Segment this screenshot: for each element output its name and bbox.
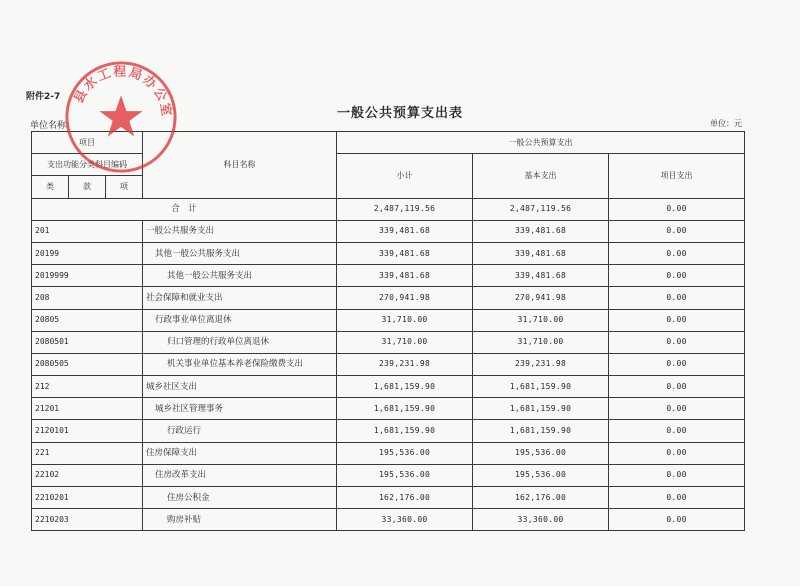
row-code: 22102 bbox=[32, 464, 143, 486]
row-subtotal: 1,681,159.90 bbox=[337, 420, 473, 442]
header-project: 项目 bbox=[32, 132, 143, 154]
row-basic: 31,710.00 bbox=[473, 331, 609, 353]
row-project: 0.00 bbox=[609, 242, 745, 264]
table-row bbox=[32, 464, 745, 486]
row-code: 21201 bbox=[32, 398, 143, 420]
table-row bbox=[32, 309, 745, 331]
table-row bbox=[32, 376, 745, 398]
table-row bbox=[32, 509, 745, 531]
table-header bbox=[32, 132, 745, 199]
total-project: 0.00 bbox=[609, 198, 745, 220]
header-subject-name: 科目名称 bbox=[143, 132, 337, 199]
row-subject-name: 行政运行 bbox=[143, 420, 337, 442]
row-basic: 239,231.98 bbox=[473, 353, 609, 375]
row-basic: 339,481.68 bbox=[473, 265, 609, 287]
unit-name-label: 单位名称： bbox=[30, 121, 76, 131]
row-code: 212 bbox=[32, 376, 143, 398]
row-subject-name: 机关事业单位基本养老保险缴费支出 bbox=[143, 353, 337, 375]
row-subject-name: 一般公共服务支出 bbox=[143, 220, 337, 242]
row-subtotal: 162,176.00 bbox=[337, 487, 473, 509]
total-label: 合 计 bbox=[32, 198, 337, 220]
total-basic: 2,487,119.56 bbox=[473, 198, 609, 220]
row-subtotal: 339,481.68 bbox=[337, 220, 473, 242]
budget-table bbox=[31, 131, 745, 531]
row-code: 208 bbox=[32, 287, 143, 309]
row-basic: 339,481.68 bbox=[473, 220, 609, 242]
row-subtotal: 339,481.68 bbox=[337, 265, 473, 287]
header-func-code: 支出功能分类科目编码 bbox=[32, 154, 143, 176]
row-project: 0.00 bbox=[609, 265, 745, 287]
row-project: 0.00 bbox=[609, 353, 745, 375]
row-project: 0.00 bbox=[609, 398, 745, 420]
row-basic: 195,536.00 bbox=[473, 442, 609, 464]
table-row bbox=[32, 353, 745, 375]
header-subtotal: 小计 bbox=[337, 154, 473, 198]
table-row bbox=[32, 287, 745, 309]
row-project: 0.00 bbox=[609, 464, 745, 486]
table-row bbox=[32, 220, 745, 242]
header-budget-group: 一般公共预算支出 bbox=[337, 132, 745, 154]
table-row bbox=[32, 420, 745, 442]
row-project: 0.00 bbox=[609, 287, 745, 309]
row-code: 221 bbox=[32, 442, 143, 464]
total-subtotal: 2,487,119.56 bbox=[337, 198, 473, 220]
row-subject-name: 其他一般公共服务支出 bbox=[143, 265, 337, 287]
row-subject-name: 归口管理的行政单位离退休 bbox=[143, 331, 337, 353]
row-code: 2210201 bbox=[32, 487, 143, 509]
row-code: 20805 bbox=[32, 309, 143, 331]
row-basic: 31,710.00 bbox=[473, 309, 609, 331]
row-basic: 195,536.00 bbox=[473, 464, 609, 486]
row-code: 2080501 bbox=[32, 331, 143, 353]
row-project: 0.00 bbox=[609, 220, 745, 242]
page-title: 一般公共预算支出表 bbox=[336, 106, 463, 121]
row-subject-name: 住房公积金 bbox=[143, 487, 337, 509]
row-project: 0.00 bbox=[609, 487, 745, 509]
row-subtotal: 33,360.00 bbox=[337, 509, 473, 531]
row-basic: 33,360.00 bbox=[473, 509, 609, 531]
total-row bbox=[32, 198, 745, 220]
row-project: 0.00 bbox=[609, 509, 745, 531]
table-row bbox=[32, 331, 745, 353]
row-code: 2019999 bbox=[32, 265, 143, 287]
row-subtotal: 31,710.00 bbox=[337, 331, 473, 353]
row-subtotal: 195,536.00 bbox=[337, 464, 473, 486]
table-body bbox=[32, 198, 745, 531]
row-project: 0.00 bbox=[609, 420, 745, 442]
row-subtotal: 239,231.98 bbox=[337, 353, 473, 375]
row-code: 2120101 bbox=[32, 420, 143, 442]
row-subject-name: 其他一般公共服务支出 bbox=[143, 242, 337, 264]
row-subject-name: 社会保障和就业支出 bbox=[143, 287, 337, 309]
row-basic: 1,681,159.90 bbox=[473, 376, 609, 398]
row-project: 0.00 bbox=[609, 331, 745, 353]
table-row bbox=[32, 442, 745, 464]
row-code: 201 bbox=[32, 220, 143, 242]
row-basic: 1,681,159.90 bbox=[473, 398, 609, 420]
row-subtotal: 1,681,159.90 bbox=[337, 376, 473, 398]
row-code: 2080505 bbox=[32, 353, 143, 375]
table-row bbox=[32, 487, 745, 509]
row-subtotal: 1,681,159.90 bbox=[337, 398, 473, 420]
seal-text: 县水工程局办公室 bbox=[71, 64, 174, 119]
row-code: 20199 bbox=[32, 242, 143, 264]
header-basic: 基本支出 bbox=[473, 154, 609, 198]
header-class: 类 bbox=[32, 176, 69, 198]
row-subject-name: 购房补贴 bbox=[143, 509, 337, 531]
row-project: 0.00 bbox=[609, 442, 745, 464]
row-subtotal: 31,710.00 bbox=[337, 309, 473, 331]
row-subject-name: 城乡社区支出 bbox=[143, 376, 337, 398]
header-project-exp: 项目支出 bbox=[609, 154, 745, 198]
header-item: 项 bbox=[106, 176, 143, 198]
row-basic: 162,176.00 bbox=[473, 487, 609, 509]
row-basic: 1,681,159.90 bbox=[473, 420, 609, 442]
row-basic: 270,941.98 bbox=[473, 287, 609, 309]
table-row bbox=[32, 398, 745, 420]
row-subtotal: 339,481.68 bbox=[337, 242, 473, 264]
table-row bbox=[32, 242, 745, 264]
row-subtotal: 270,941.98 bbox=[337, 287, 473, 309]
row-subject-name: 行政事业单位离退休 bbox=[143, 309, 337, 331]
row-basic: 339,481.68 bbox=[473, 242, 609, 264]
row-code: 2210203 bbox=[32, 509, 143, 531]
row-subject-name: 城乡社区管理事务 bbox=[143, 398, 337, 420]
row-project: 0.00 bbox=[609, 376, 745, 398]
table-row bbox=[32, 265, 745, 287]
header-section: 款 bbox=[69, 176, 106, 198]
row-subject-name: 住房保障支出 bbox=[143, 442, 337, 464]
attachment-label: 附件2-7 bbox=[26, 92, 61, 102]
row-subtotal: 195,536.00 bbox=[337, 442, 473, 464]
currency-unit-label: 单位：元 bbox=[710, 119, 742, 128]
row-subject-name: 住房改革支出 bbox=[143, 464, 337, 486]
row-project: 0.00 bbox=[609, 309, 745, 331]
